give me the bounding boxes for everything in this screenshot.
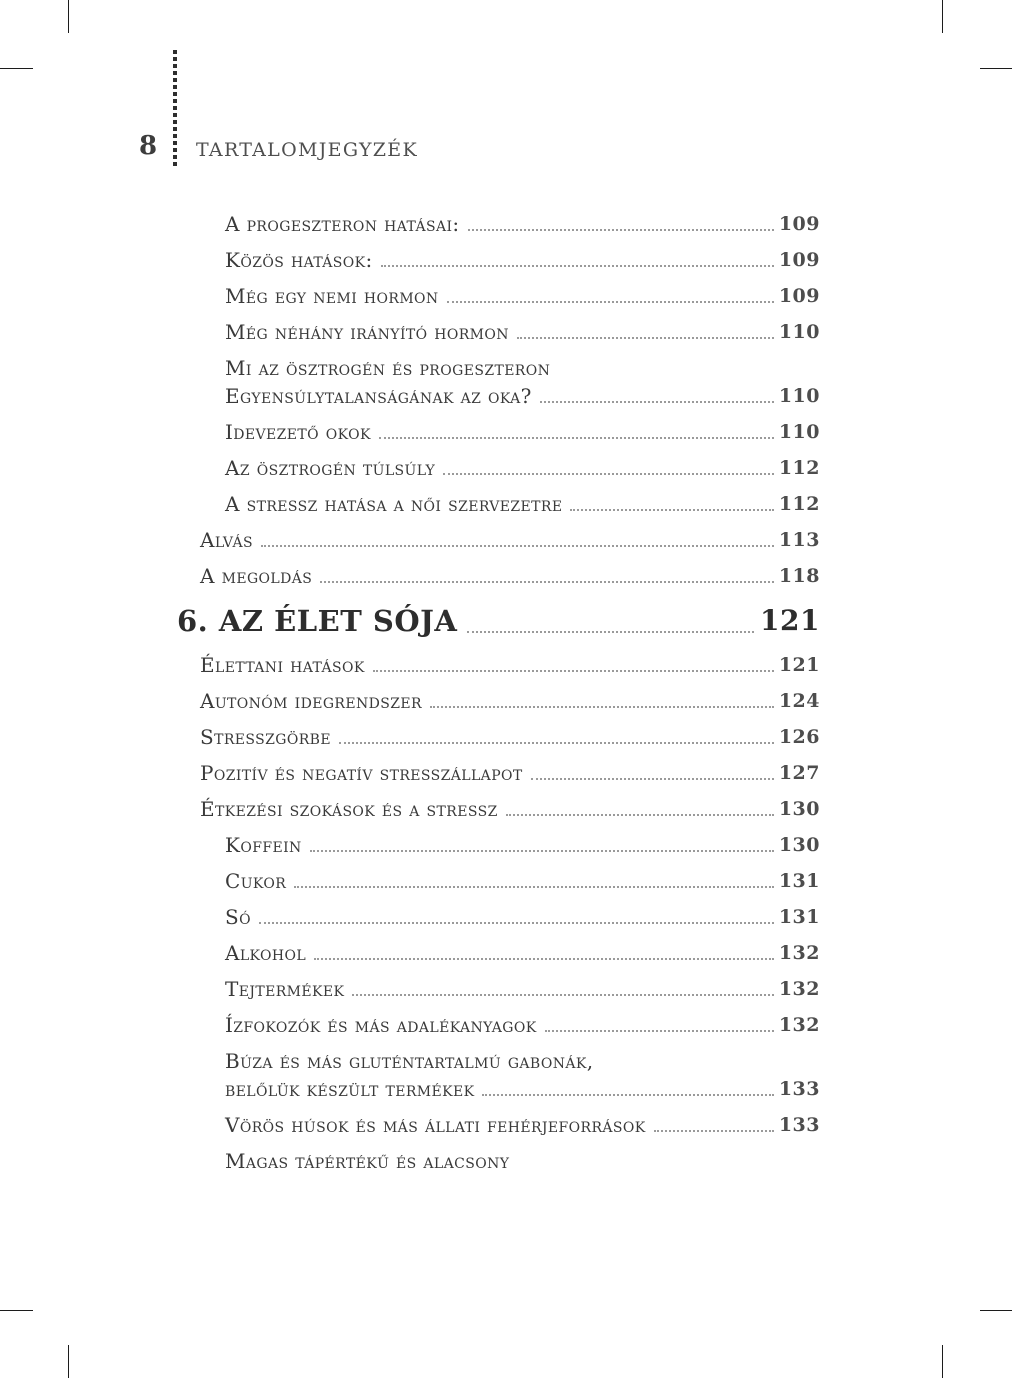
toc-entry-title: Egyensúlytalanságának az oka? (225, 384, 532, 408)
toc-entry-title: Koffein (225, 833, 302, 857)
dot-leader (373, 670, 774, 672)
toc-entry-line (0, 421, 820, 444)
toc-entry-line (0, 906, 820, 929)
toc-entry (0, 762, 820, 785)
toc-page-number: 126 (778, 726, 820, 748)
toc-entry-line (0, 213, 820, 236)
dot-leader (261, 545, 774, 547)
toc-page-number: 132 (778, 978, 820, 1000)
dot-leader (506, 814, 774, 816)
toc-entry-title: Mi az ösztrogén és progeszteron (225, 356, 551, 380)
toc-entry (0, 565, 820, 588)
header-title: TARTALOMJEGYZÉK (196, 139, 418, 161)
toc-entry-title: Idevezető okok (225, 420, 371, 444)
toc-entry-title: belőlük készült termékek (225, 1077, 475, 1101)
toc-entry (0, 249, 820, 272)
toc-entry-title: Az ösztrogén túlsúly (225, 456, 436, 480)
toc-page-number: 131 (778, 906, 820, 928)
toc-entry-title: Étkezési szokások és a stressz (200, 797, 498, 821)
dot-leader (259, 922, 774, 924)
toc-page-number: 109 (778, 213, 820, 235)
dot-leader (570, 509, 773, 511)
toc-entry (0, 457, 820, 480)
toc-entry-line (0, 457, 820, 480)
toc-entry-title: Cukor (225, 869, 287, 893)
toc-entry (0, 213, 820, 236)
toc-page-number: 130 (778, 798, 820, 820)
toc-page-number: 109 (778, 249, 820, 271)
crop-mark-bottom-right-vertical (942, 1345, 943, 1378)
dot-leader (545, 1030, 774, 1032)
toc-page-number: 130 (778, 834, 820, 856)
dot-leader (381, 265, 774, 267)
toc-entry (0, 285, 820, 308)
toc-page-number: 118 (778, 565, 820, 587)
toc-entry-title: Autonóm idegrendszer (200, 689, 422, 713)
toc-entry-title: Még néhány irányító hormon (225, 320, 509, 344)
crop-mark-bottom-right-horizontal (980, 1310, 1012, 1311)
toc-entry-line (0, 1114, 820, 1137)
toc-entry-line (0, 654, 820, 677)
crop-mark-top-left-horizontal (0, 68, 33, 69)
toc-entry-title: Alkohol (225, 941, 307, 965)
toc-page-number: 133 (778, 1078, 820, 1100)
toc-entry-line (0, 978, 820, 1001)
toc-entry-title: Közös hatások: (225, 248, 373, 272)
toc-page-number: 109 (778, 285, 820, 307)
toc-entry (0, 529, 820, 552)
toc-entry (0, 321, 820, 344)
toc-entry-title: Vörös húsok és más állati fehérjeforrások (225, 1113, 646, 1137)
toc-entry (0, 906, 820, 929)
toc-page-number: 112 (778, 493, 820, 515)
dot-leader (379, 437, 774, 439)
dot-leader (339, 742, 774, 744)
toc-page-number: 132 (778, 942, 820, 964)
toc-entry-line (0, 493, 820, 516)
toc-entry-line (0, 285, 820, 308)
toc-entry-title: Búza és más gluténtartalmú gabonák, (225, 1049, 594, 1073)
dot-leader (467, 631, 754, 633)
toc-entry (0, 493, 820, 516)
toc-page-number: 110 (778, 421, 820, 443)
toc-entry (0, 834, 820, 857)
crop-mark-top-left-vertical (68, 0, 69, 33)
toc-entry-line (0, 1014, 820, 1037)
toc-entry-title: Tejtermékek (225, 977, 345, 1001)
toc-entry (0, 942, 820, 965)
toc-entry (0, 1014, 820, 1037)
toc-entry (0, 1150, 820, 1173)
toc-entry-title: Magas tápértékű és alacsony (225, 1149, 510, 1173)
dot-leader (443, 473, 774, 475)
toc-entry (0, 1114, 820, 1137)
dot-leader (310, 850, 774, 852)
toc-entry-title: Alvás (200, 528, 253, 552)
toc-page-number: 110 (778, 321, 820, 343)
dot-leader (430, 706, 774, 708)
toc-entry (0, 726, 820, 749)
toc-entry (0, 357, 820, 408)
toc-entry-title: Pozitív és negatív stresszállapot (200, 761, 523, 785)
toc-chapter-entry (0, 601, 820, 641)
header-dotted-separator (173, 50, 177, 168)
toc-entry (0, 654, 820, 677)
dot-leader (320, 581, 774, 583)
toc-entry-line (0, 1050, 820, 1073)
dot-leader (352, 994, 773, 996)
toc-entry-title: Élettani hatások (200, 653, 365, 677)
toc-entry-title: 6. AZ ÉLET SÓJA (177, 604, 458, 638)
toc-entry-line (0, 690, 820, 713)
toc-entry-line (0, 601, 820, 641)
toc-page-number: 124 (778, 690, 820, 712)
dot-leader (517, 337, 774, 339)
toc-entry-line (0, 565, 820, 588)
toc-entry-line (0, 357, 820, 380)
dot-leader (531, 778, 774, 780)
toc-entry-line (0, 798, 820, 821)
toc-page-number: 127 (778, 762, 820, 784)
toc-entry-line (0, 385, 820, 408)
dot-leader (654, 1130, 774, 1132)
toc-page-number: 132 (778, 1014, 820, 1036)
toc-entry (0, 798, 820, 821)
crop-mark-top-right-horizontal (980, 68, 1012, 69)
toc-page-number: 110 (778, 385, 820, 407)
toc-page-number: 131 (778, 870, 820, 892)
toc-entry (0, 1050, 820, 1101)
toc-entry (0, 421, 820, 444)
toc-entry (0, 690, 820, 713)
toc-entry-line (0, 762, 820, 785)
toc-entry (0, 870, 820, 893)
dot-leader (447, 301, 774, 303)
page-number: 8 (138, 131, 158, 161)
toc-entry-title: Még egy nemi hormon (225, 284, 439, 308)
toc-page-number: 113 (778, 529, 820, 551)
toc-entry-line (0, 1078, 820, 1101)
toc-entry-title: Ízfokozók és más adalékanyagok (225, 1013, 537, 1037)
toc-entry (0, 978, 820, 1001)
toc-list (0, 213, 820, 1186)
crop-mark-bottom-left-vertical (68, 1345, 69, 1378)
dot-leader (468, 229, 774, 231)
toc-entry-line (0, 834, 820, 857)
dot-leader (482, 1094, 773, 1096)
toc-entry-line (0, 249, 820, 272)
crop-mark-top-right-vertical (942, 0, 943, 33)
toc-entry-line (0, 529, 820, 552)
dot-leader (314, 958, 774, 960)
toc-entry-title: Só (225, 905, 251, 929)
toc-entry-title: A stressz hatása a női szervezetre (225, 492, 563, 516)
toc-entry-title: A progeszteron hatásai: (225, 212, 460, 236)
toc-entry-title: A megoldás (200, 564, 313, 588)
toc-page-number: 121 (778, 654, 820, 676)
crop-mark-bottom-left-horizontal (0, 1310, 33, 1311)
toc-entry-line (0, 321, 820, 344)
dot-leader (294, 886, 774, 888)
toc-page-number: 112 (778, 457, 820, 479)
toc-entry-line (0, 942, 820, 965)
toc-entry-line (0, 870, 820, 893)
dot-leader (540, 401, 774, 403)
toc-entry-line (0, 1150, 820, 1173)
toc-entry-title: Stresszgörbe (200, 725, 331, 749)
toc-entry-line (0, 726, 820, 749)
toc-page-number: 121 (760, 604, 820, 637)
toc-page-number: 133 (778, 1114, 820, 1136)
